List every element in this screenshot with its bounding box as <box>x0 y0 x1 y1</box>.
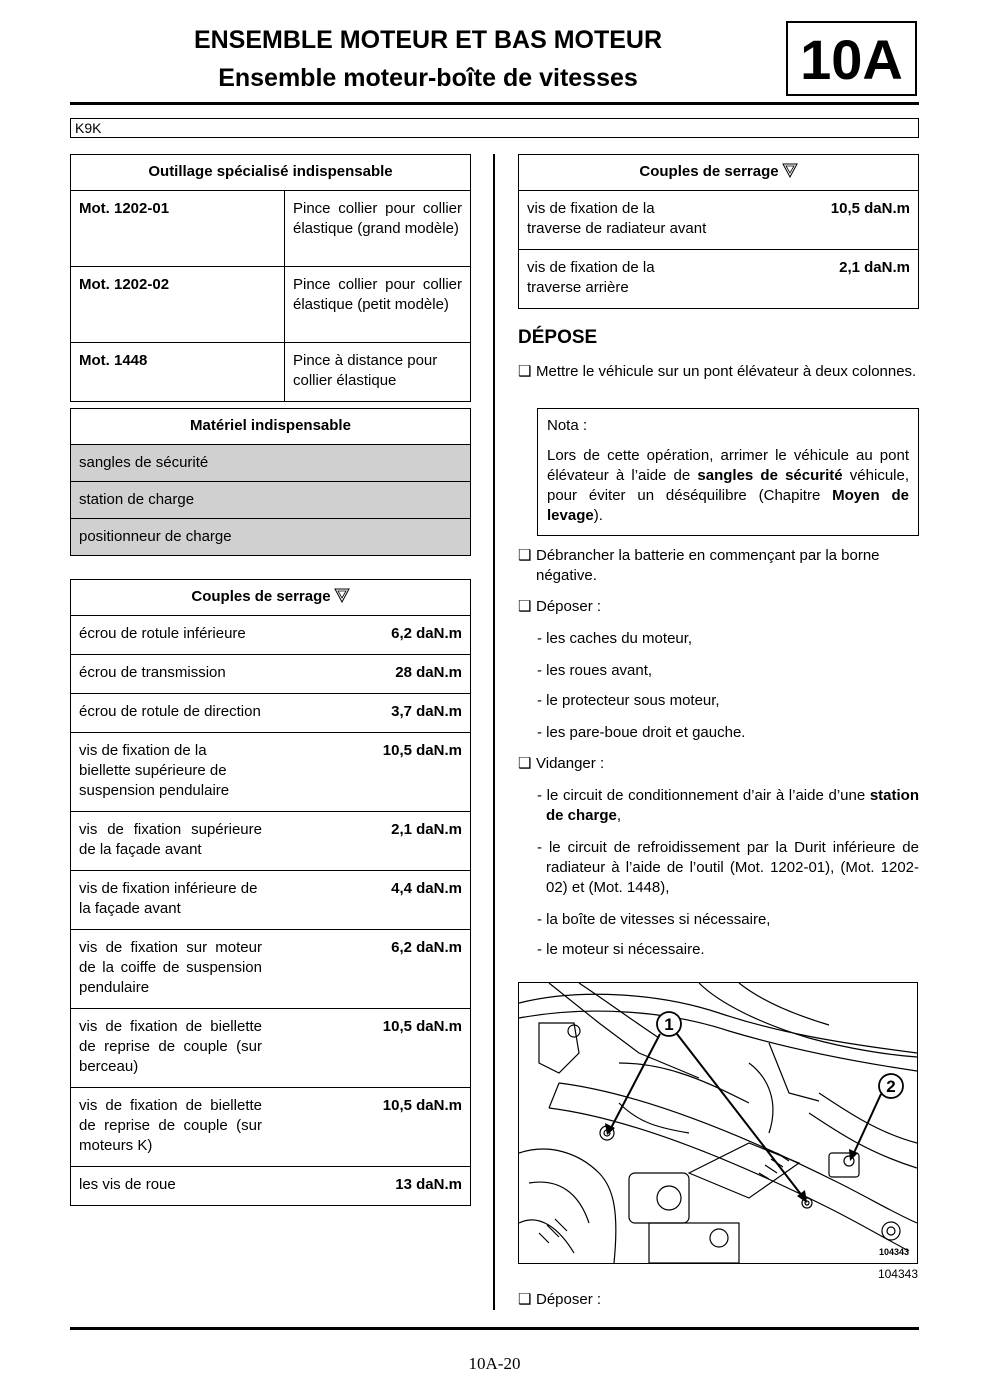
torque-item: vis de fixation de la traverse arrière <box>519 250 719 309</box>
torque-item: vis de fixation supérieure de la façade avant <box>71 812 271 871</box>
list-item <box>537 940 919 960</box>
list-item-bold: station de charge <box>546 787 919 824</box>
tool-ref: Mot. 1448 <box>71 343 285 402</box>
table-row <box>71 694 471 733</box>
list-item <box>537 723 919 743</box>
tightening-triangle-icon <box>782 163 798 178</box>
checkbox-bullet-icon: ❑ <box>518 547 532 564</box>
table-row <box>71 1167 471 1206</box>
step-text: Déposer : <box>536 598 602 615</box>
torque-item: écrou de transmission <box>71 655 271 694</box>
torque-heading <box>519 155 919 191</box>
torque-value: 6,2 daN.m <box>270 616 471 655</box>
procedure-step <box>518 597 919 617</box>
torque-item: vis de fixation de biellette de reprise de couple (sur moteurs K) <box>71 1088 271 1167</box>
engine-bay-drawing <box>519 983 917 1263</box>
dash-marker: - <box>537 787 547 804</box>
torque-item: les vis de roue <box>71 1167 271 1206</box>
tool-desc: Pince collier pour collier élastique (petit modèle) <box>285 267 471 343</box>
nota-label: Nota : <box>547 417 588 434</box>
tightening-triangle-icon <box>334 588 350 603</box>
page-title: ENSEMBLE MOTEUR ET BAS MOTEUR <box>193 26 663 54</box>
table-row <box>71 655 471 694</box>
equipment-table <box>70 408 471 556</box>
checkbox-bullet-icon: ❑ <box>518 755 532 772</box>
special-tools-heading: Outillage spécialisé indispensable <box>71 155 471 191</box>
procedure-step <box>518 1290 919 1310</box>
step-text: Vidanger : <box>536 755 605 772</box>
step-text: Débrancher la batterie en commençant par la borne négative. <box>536 547 880 584</box>
table-row <box>71 1009 471 1088</box>
nota-text <box>547 446 909 526</box>
page-subtitle: Ensemble moteur-boîte de vitesses <box>218 64 638 92</box>
list-item <box>537 661 919 681</box>
equipment-heading: Matériel indispensable <box>71 409 471 445</box>
step-text: Mettre le véhicule sur un pont élévateur à deux colonnes. <box>536 363 917 380</box>
torque-item: vis de fixation sur moteur de la coiffe de suspension pendulaire <box>71 930 271 1009</box>
torque-heading <box>71 580 471 616</box>
torque-value: 10,5 daN.m <box>270 733 471 812</box>
equipment-item: positionneur de charge <box>71 519 471 556</box>
tool-ref: Mot. 1202-02 <box>71 267 285 343</box>
engine-model-label: K9K <box>70 118 919 138</box>
section-code-box: 10A <box>786 21 917 96</box>
dash-marker: - <box>537 724 547 741</box>
table-row <box>71 616 471 655</box>
table-row <box>71 191 471 267</box>
figure-inner-ref: 104343 <box>879 1247 910 1257</box>
table-row <box>71 267 471 343</box>
table-row <box>519 250 919 309</box>
dash-marker: - <box>537 941 547 958</box>
table-row <box>71 1088 471 1167</box>
nota-bold-term: sangles de sécurité <box>697 467 843 484</box>
footer-rule <box>70 1327 919 1330</box>
list-item-text: le circuit de refroidissement par la Durit inférieure de radiateur à l’aide de l’outil (Mot. 1202-01), (Mot. 1202-02) et (Mot. 1448), <box>546 839 919 896</box>
nota-text-part: véhicule, pour éviter un déséquilibre (Chapitre <box>547 467 910 504</box>
list-item-text: le circuit de conditionnement d’air à l’aide d’une <box>546 787 870 804</box>
torque-item: écrou de rotule de direction <box>71 694 271 733</box>
list-item <box>537 691 919 711</box>
list-item <box>537 629 919 649</box>
torque-item: vis de fixation inférieure de la façade avant <box>71 871 271 930</box>
tool-ref: Mot. 1202-01 <box>71 191 285 267</box>
torque-value: 10,5 daN.m <box>718 191 919 250</box>
callout-2-label: 2 <box>886 1077 896 1096</box>
checkbox-bullet-icon: ❑ <box>518 598 532 615</box>
dash-marker: - <box>537 911 547 928</box>
table-row <box>71 871 471 930</box>
figure-reference: 104343 <box>877 1267 918 1281</box>
table-row <box>519 191 919 250</box>
table-row <box>71 733 471 812</box>
depose-heading: DÉPOSE <box>518 327 598 348</box>
table-row <box>71 343 471 402</box>
table-row <box>71 482 471 519</box>
callout-1-label: 1 <box>664 1015 674 1034</box>
list-item-text: les pare-boue droit et gauche. <box>546 724 746 741</box>
torque-value: 3,7 daN.m <box>270 694 471 733</box>
nota-bold-term: Moyen de levage <box>547 487 909 524</box>
engine-bay-figure <box>518 982 918 1264</box>
list-item-text: la boîte de vitesses si nécessaire, <box>546 911 771 928</box>
list-item-text: , <box>616 807 622 824</box>
procedure-step <box>518 362 919 382</box>
column-divider <box>493 154 495 1310</box>
torque-value: 28 daN.m <box>270 655 471 694</box>
nota-text-part: ). <box>593 507 603 524</box>
torque-value: 4,4 daN.m <box>270 871 471 930</box>
table-row <box>71 812 471 871</box>
list-item <box>537 838 919 898</box>
torque-value: 10,5 daN.m <box>270 1009 471 1088</box>
procedure-step <box>518 546 919 586</box>
torque-heading-text: Couples de serrage <box>639 163 779 180</box>
step-text: Déposer : <box>536 1291 602 1308</box>
dash-marker: - <box>537 630 547 647</box>
torque-value: 10,5 daN.m <box>270 1088 471 1167</box>
nota-text-part: Lors de cette opération, arrimer le véhicule au pont élévateur à l’aide de <box>547 447 909 484</box>
torque-value: 2,1 daN.m <box>270 812 471 871</box>
table-row <box>71 519 471 556</box>
torque-item: écrou de rotule inférieure <box>71 616 271 655</box>
torque-heading-text: Couples de serrage <box>191 588 331 605</box>
list-item-text: les caches du moteur, <box>546 630 693 647</box>
torque-value: 13 daN.m <box>270 1167 471 1206</box>
list-item-text: les roues avant, <box>546 662 653 679</box>
header-rule <box>70 102 919 105</box>
torque-item: vis de fixation de biellette de reprise de couple (sur berceau) <box>71 1009 271 1088</box>
table-row <box>71 930 471 1009</box>
list-item <box>537 786 919 826</box>
table-row <box>71 445 471 482</box>
equipment-item: station de charge <box>71 482 471 519</box>
tool-desc: Pince à distance pour collier élastique <box>285 343 471 402</box>
procedure-step <box>518 754 919 774</box>
list-item-text: le protecteur sous moteur, <box>546 692 720 709</box>
torque-item: vis de fixation de la biellette supérieure de suspension pendulaire <box>71 733 271 812</box>
torque-table-right <box>518 154 919 309</box>
dash-marker: - <box>537 662 547 679</box>
checkbox-bullet-icon: ❑ <box>518 363 532 380</box>
callout-1 <box>605 1012 807 1203</box>
list-item <box>537 910 919 930</box>
equipment-item: sangles de sécurité <box>71 445 471 482</box>
tool-desc: Pince collier pour collier élastique (grand modèle) <box>285 191 471 267</box>
page-number: 10A-20 <box>468 1354 521 1373</box>
torque-value: 6,2 daN.m <box>270 930 471 1009</box>
dash-marker: - <box>537 839 549 856</box>
special-tools-table <box>70 154 471 402</box>
list-item-text: le moteur si nécessaire. <box>546 941 705 958</box>
torque-table-left <box>70 579 471 1206</box>
nota-box <box>537 408 919 536</box>
checkbox-bullet-icon: ❑ <box>518 1291 532 1308</box>
torque-value: 2,1 daN.m <box>718 250 919 309</box>
torque-item: vis de fixation de la traverse de radiateur avant <box>519 191 719 250</box>
dash-marker: - <box>537 692 547 709</box>
